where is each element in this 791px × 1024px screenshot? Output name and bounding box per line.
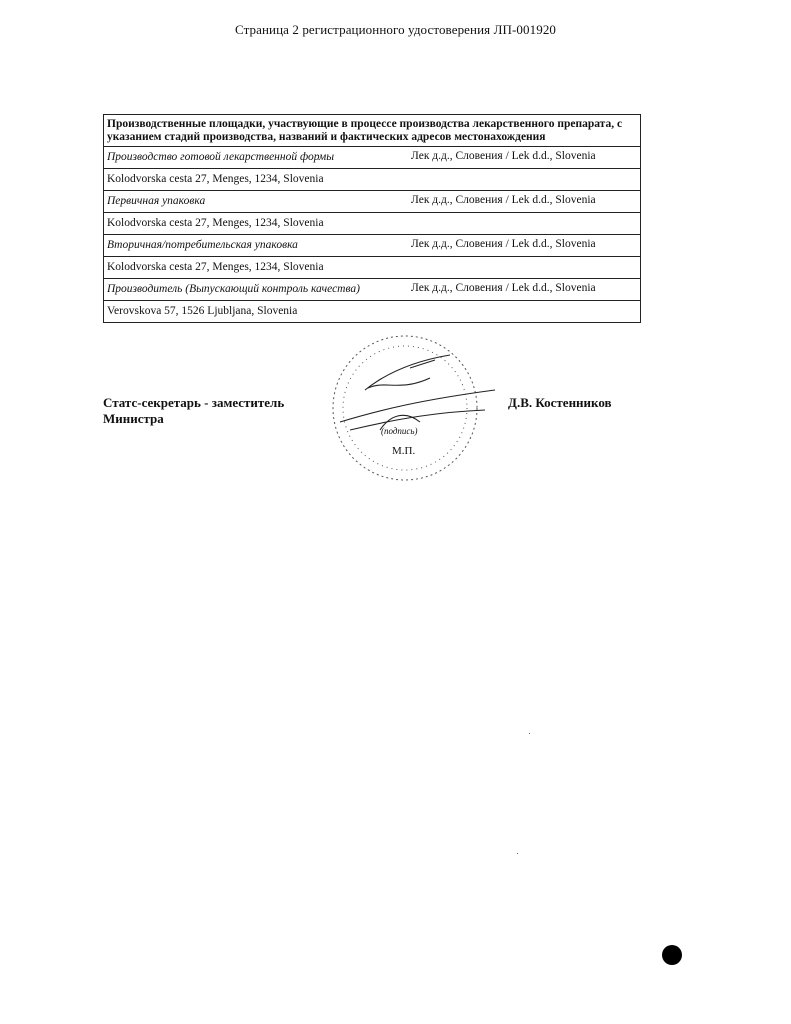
stage-name: Вторичная/потребительская упаковка [107, 239, 298, 251]
table-row [104, 235, 641, 257]
stage-name: Производство готовой лекарственной формы [107, 151, 335, 163]
stage-cell [104, 279, 641, 301]
stamp-label: М.П. [392, 445, 416, 457]
page-header: Страница 2 регистрационного удостоверения ЛП-001920 [234, 22, 557, 37]
production-sites-table [103, 114, 641, 323]
manufacturer-name: Лек д.д., Словения / Lek d.d., Slovenia [411, 150, 596, 162]
table-row [104, 257, 641, 279]
scan-speck [529, 733, 530, 734]
table-row [104, 169, 641, 191]
scan-speck [517, 853, 518, 854]
position-line-2: Министра [103, 411, 164, 426]
official-seal-icon [310, 330, 500, 490]
stage-cell [104, 235, 641, 257]
table-row [104, 213, 641, 235]
signature-caption: (подпись) [381, 426, 418, 436]
stage-name: Производитель (Выпускающий контроль качества) [107, 283, 360, 295]
signatory-position [103, 395, 284, 427]
manufacturer-name: Лек д.д., Словения / Lek d.d., Slovenia [411, 194, 596, 206]
table-title-row [104, 115, 641, 147]
table-row [104, 147, 641, 169]
table-row [104, 301, 641, 323]
address-cell: Kolodvorska cesta 27, Menges, 1234, Slovenia [104, 213, 641, 235]
manufacturer-name: Лек д.д., Словения / Lek d.d., Slovenia [411, 282, 596, 294]
address-cell: Kolodvorska cesta 27, Menges, 1234, Slovenia [104, 257, 641, 279]
stage-cell [104, 147, 641, 169]
table-title: Производственные площадки, участвующие в процессе производства лекарственного препарата, с указанием стадий производства, названий и фактических адресов местонахождения [104, 115, 641, 147]
stage-name: Первичная упаковка [107, 195, 206, 207]
address-cell: Kolodvorska cesta 27, Menges, 1234, Slovenia [104, 169, 641, 191]
signatory-name: Д.В. Костенников [508, 395, 612, 410]
address-cell: Verovskova 57, 1526 Ljubljana, Slovenia [104, 301, 641, 323]
table-row [104, 191, 641, 213]
table-row [104, 279, 641, 301]
manufacturer-name: Лек д.д., Словения / Lek d.d., Slovenia [411, 238, 596, 250]
position-line-1: Статс-секретарь - заместитель [103, 395, 285, 410]
scan-mark-dot [662, 945, 682, 965]
stage-cell [104, 191, 641, 213]
